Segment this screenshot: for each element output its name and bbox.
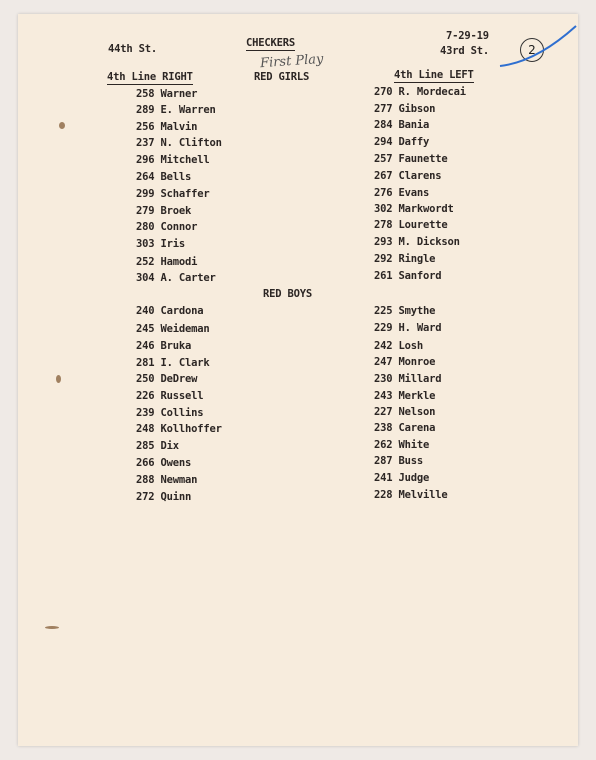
roster-entry: 281 I. Clark [136, 357, 210, 369]
roster-entry: 289 E. Warren [136, 104, 216, 116]
paper-stain [56, 375, 61, 383]
red-girls-section-title: RED GIRLS [254, 71, 310, 83]
roster-entry: 250 DeDrew [136, 373, 198, 385]
roster-entry: 246 Bruka [136, 340, 192, 352]
roster-entry: 299 Schaffer [136, 188, 210, 200]
roster-entry: 257 Faunette [374, 153, 448, 165]
roster-entry: 226 Russell [136, 390, 204, 402]
roster-entry: 266 Owens [136, 457, 192, 469]
roster-entry: 287 Buss [374, 455, 423, 467]
left-column-heading: 4th Line RIGHT [107, 71, 193, 83]
roster-entry: 302 Markwordt [374, 203, 454, 215]
roster-entry: 292 Ringle [374, 253, 436, 265]
roster-entry: 293 M. Dickson [374, 236, 460, 248]
roster-entry: 227 Nelson [374, 406, 436, 418]
roster-entry: 279 Broek [136, 205, 192, 217]
roster-entry: 242 Losh [374, 340, 423, 352]
roster-entry: 238 Carena [374, 422, 436, 434]
roster-entry: 304 A. Carter [136, 272, 216, 284]
document-page [18, 14, 578, 746]
red-boys-section-title: RED BOYS [263, 288, 312, 300]
handwritten-note: First Play [259, 51, 324, 72]
left-street-label: 44th St. [108, 43, 157, 55]
page-number-circle: 2 [520, 38, 544, 62]
roster-entry: 285 Dix [136, 440, 179, 452]
blue-pencil-mark [496, 22, 580, 72]
roster-entry: 276 Evans [374, 187, 430, 199]
roster-entry: 243 Merkle [374, 390, 436, 402]
roster-entry: 241 Judge [374, 472, 430, 484]
roster-entry: 267 Clarens [374, 170, 442, 182]
roster-entry: 256 Malvin [136, 121, 198, 133]
roster-entry: 225 Smythe [374, 305, 436, 317]
roster-entry: 228 Melville [374, 489, 448, 501]
roster-entry: 258 Warner [136, 88, 198, 100]
roster-entry: 240 Cardona [136, 305, 204, 317]
roster-entry: 252 Hamodi [136, 256, 198, 268]
roster-entry: 248 Kollhoffer [136, 423, 222, 435]
roster-entry: 247 Monroe [374, 356, 436, 368]
roster-entry: 261 Sanford [374, 270, 442, 282]
right-column-heading: 4th Line LEFT [394, 69, 474, 81]
roster-entry: 278 Lourette [374, 219, 448, 231]
roster-entry: 284 Bania [374, 119, 430, 131]
roster-entry: 303 Iris [136, 238, 185, 250]
document-title: CHECKERS [246, 37, 295, 49]
roster-entry: 294 Daffy [374, 136, 430, 148]
paper-stain [45, 626, 59, 629]
roster-entry: 230 Millard [374, 373, 442, 385]
roster-entry: 264 Bells [136, 171, 192, 183]
roster-entry: 229 H. Ward [374, 322, 442, 334]
roster-entry: 296 Mitchell [136, 154, 210, 166]
paper-stain [59, 122, 65, 129]
roster-entry: 237 N. Clifton [136, 137, 222, 149]
roster-entry: 280 Connor [136, 221, 198, 233]
date-label: 7-29-19 [446, 30, 489, 42]
roster-entry: 270 R. Mordecai [374, 86, 466, 98]
roster-entry: 239 Collins [136, 407, 204, 419]
roster-entry: 262 White [374, 439, 430, 451]
roster-entry: 288 Newman [136, 474, 198, 486]
roster-entry: 272 Quinn [136, 491, 192, 503]
roster-entry: 245 Weideman [136, 323, 210, 335]
right-street-label: 43rd St. [440, 45, 489, 57]
roster-entry: 277 Gibson [374, 103, 436, 115]
